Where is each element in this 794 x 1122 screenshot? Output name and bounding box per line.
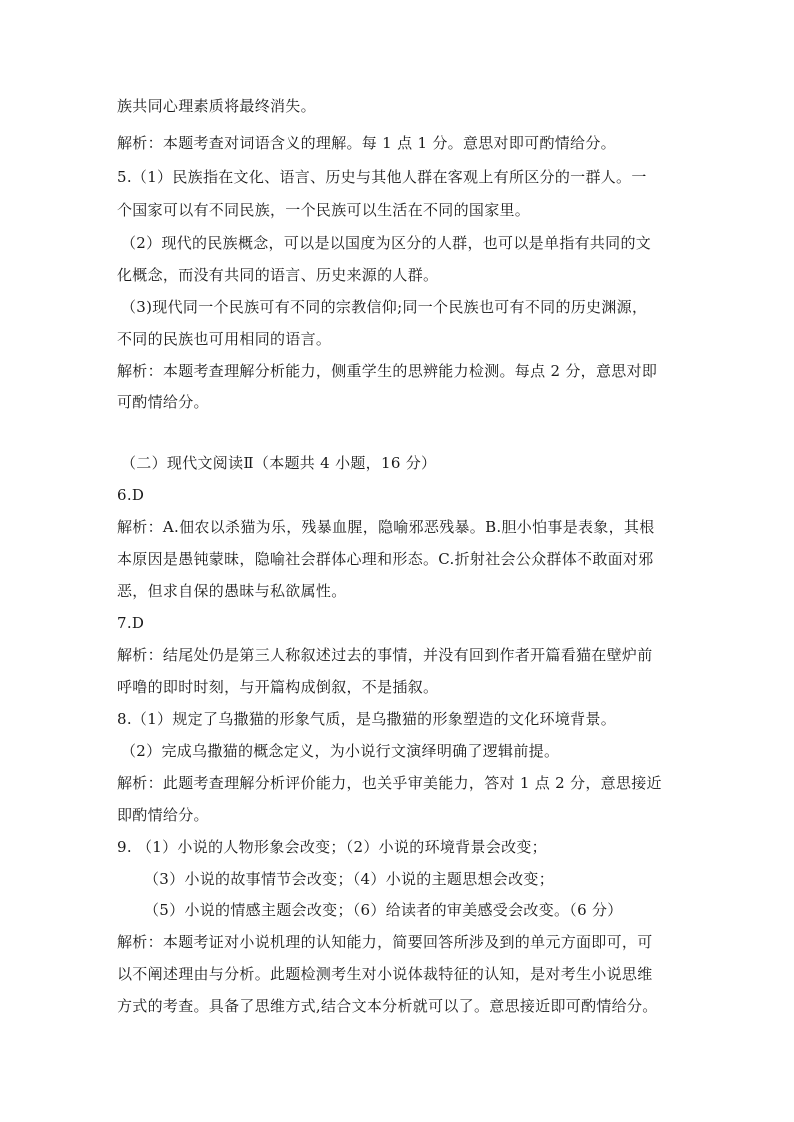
- text-line: 方式的考查。具备了思维方式,结合文本分析就可以了。意思接近即可酌情给分。: [117, 997, 658, 1015]
- text-line: （3)现代同一个民族可有不同的宗教信仰;同一个民族也可有不同的历史渊源，: [121, 298, 648, 316]
- text-line: 以不阐述理由与分析。此题检测考生对小说体裁特征的认知，是对考生小说思维: [117, 965, 653, 983]
- text-line: （3）小说的故事情节会改变；（4）小说的主题思想会改变；: [144, 870, 554, 888]
- answer-line: 6.D: [117, 486, 145, 504]
- text-line: 族共同心理素质将最终消失。: [117, 97, 316, 115]
- text-line: 解析：结尾处仍是第三人称叙述过去的事情，并没有回到作者开篇看猫在壁炉前: [117, 646, 653, 664]
- text-line: 可酌情给分。: [117, 393, 209, 411]
- text-line: （2）现代的民族概念，可以是以国度为区分的人群，也可以是单指有共同的文: [121, 234, 652, 252]
- text-line: 解析：本题考证对小说机理的认知能力，简要回答所涉及到的单元方面即可，可: [117, 933, 653, 951]
- text-line: （2）完成乌撒猫的概念定义，为小说行文演绎明确了逻辑前提。: [121, 742, 560, 760]
- text-line: 化概念，而没有共同的语言、历史来源的人群。: [117, 266, 439, 284]
- text-line: 恶，但求自保的愚昧与私欲属性。: [117, 582, 347, 600]
- answer-line: 7.D: [117, 614, 145, 632]
- section-heading: （二）现代文阅读Ⅱ（本题共 4 小题，16 分）: [121, 454, 437, 472]
- text-line: 本原因是愚钝蒙昧，隐喻社会群体心理和形态。C.折射社会公众群体不敢面对邪: [117, 550, 654, 568]
- text-line: 9. （1）小说的人物形象会改变；（2）小说的环境背景会改变；: [117, 838, 547, 856]
- text-line: 解析：A.佃农以杀猫为乐，残暴血腥，隐喻邪恶残暴。B.胆小怕事是表象，其根: [117, 518, 655, 536]
- text-line: 解析：此题考查理解分析评价能力，也关乎审美能力，答对 1 点 2 分，意思接近: [117, 774, 662, 792]
- text-line: 解析：本题考查对词语含义的理解。每 1 点 1 分。意思对即可酌情给分。: [117, 134, 616, 152]
- text-line: 个国家可以有不同民族，一个民族可以生活在不同的国家里。: [117, 201, 531, 219]
- text-line: （5）小说的情感主题会改变；（6）给读者的审美感受会改变。（6 分）: [144, 901, 623, 919]
- text-line: 8.（1）规定了乌撒猫的形象气质，是乌撒猫的形象塑造的文化环境背景。: [117, 710, 617, 728]
- text-line: 呼噜的即时时刻，与开篇构成倒叙，不是插叙。: [117, 678, 439, 696]
- text-line: 即酌情给分。: [117, 806, 209, 824]
- text-line: 不同的民族也可用相同的语言。: [117, 330, 332, 348]
- text-line: 解析：本题考查理解分析能力，侧重学生的思辨能力检测。每点 2 分，意思对即: [117, 362, 658, 380]
- text-line: 5.（1）民族指在文化、语言、历史与其他人群在客观上有所区分的一群人。一: [117, 168, 647, 186]
